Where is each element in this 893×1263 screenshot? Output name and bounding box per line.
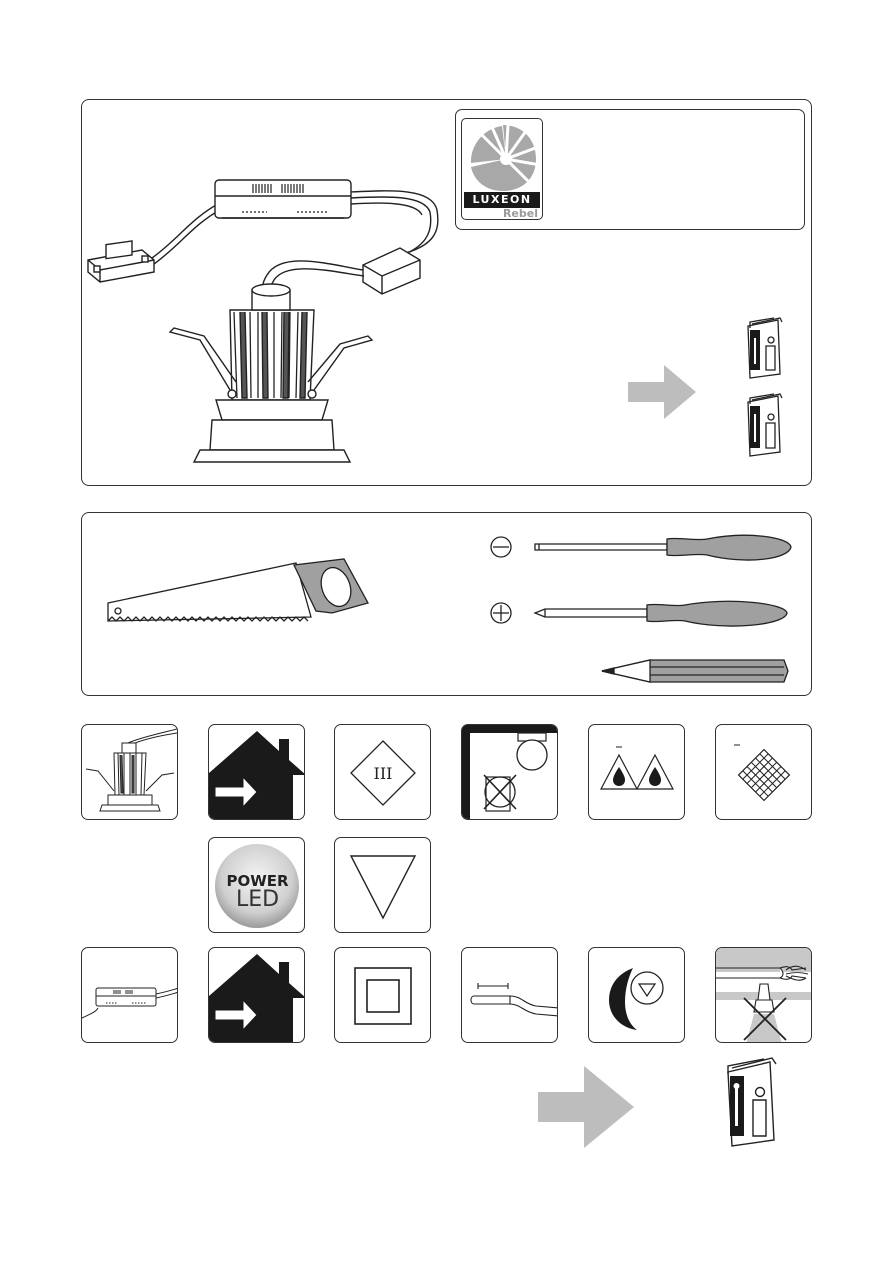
tools-panel	[81, 512, 812, 696]
power-led-line2: LED	[235, 887, 280, 912]
luxeon-rebel-logo	[461, 118, 543, 220]
pencil-icon	[600, 658, 790, 684]
flat-screwdriver-icon	[487, 531, 795, 571]
indoor-use-icon	[208, 947, 305, 1043]
instruction-booklet-icon	[744, 392, 786, 458]
drip-proof-icon	[588, 724, 685, 820]
recessed-downlight-icon	[81, 724, 178, 820]
indoor-use-icon	[208, 724, 305, 820]
class-iii-icon	[334, 724, 431, 820]
product-overview-panel	[81, 99, 812, 486]
luxeon-product-text: Rebel	[502, 207, 538, 220]
arrow-right-icon	[628, 365, 698, 420]
hand-saw-icon	[106, 555, 372, 625]
dimmer-icon	[588, 947, 685, 1043]
strip-wire-icon	[461, 947, 558, 1043]
class-iii-label: III	[373, 764, 393, 783]
triangle-marking-icon	[334, 837, 431, 933]
power-led-icon	[208, 837, 305, 933]
phillips-screwdriver-icon	[487, 597, 795, 637]
instruction-booklet-icon	[722, 1058, 780, 1150]
luxeon-brand-bar	[464, 192, 540, 208]
no-contact-icon	[461, 724, 558, 820]
luxeon-brand-text: LUXEON	[472, 193, 532, 206]
luxeon-info-box	[455, 109, 805, 230]
no-insulation-cover-icon	[715, 947, 812, 1043]
arrow-right-icon	[538, 1066, 636, 1148]
power-led-line1: POWER	[226, 872, 289, 890]
led-driver-icon	[81, 947, 178, 1043]
dust-proof-icon	[715, 724, 812, 820]
instruction-booklet-icon	[744, 318, 784, 380]
class-ii-double-insulated-icon	[334, 947, 431, 1043]
